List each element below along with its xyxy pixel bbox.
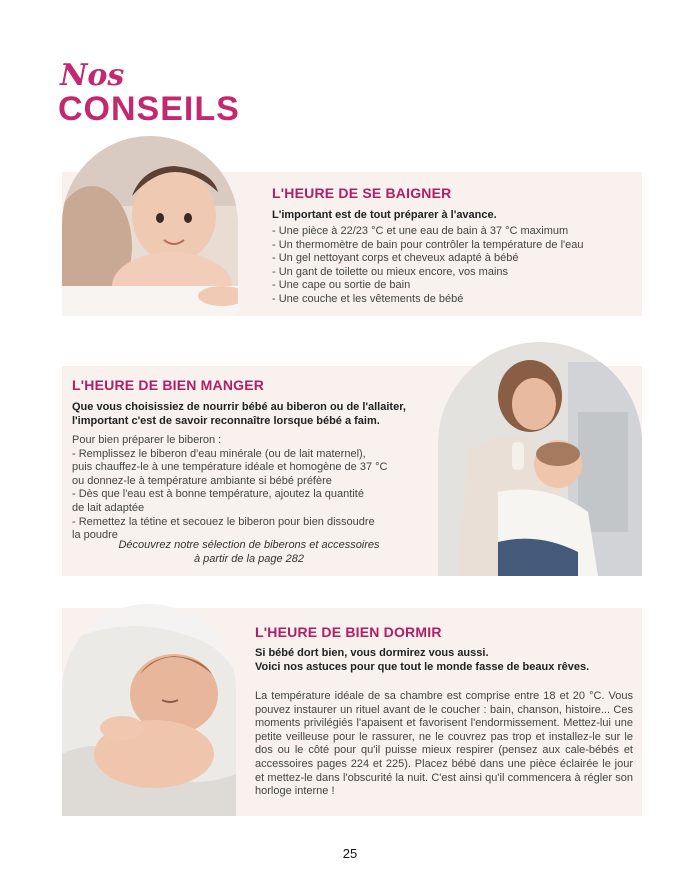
eat-instructions [72, 434, 387, 543]
sleep-photo [62, 604, 236, 816]
sleep-lead-line-1: Si bébé dort bien, vous dormirez vous aussi. [255, 647, 489, 659]
eat-lead-line-2: l'important c'est de savoir reconnaître lorsque bébé a faim. [72, 415, 380, 427]
page-number: 25 [342, 846, 358, 861]
text-line: - Remplissez le biberon d'eau minérale (ou de lait maternel), [72, 447, 366, 460]
bath-lead: L'important est de tout préparer à l'avance. [272, 209, 497, 221]
note-line-1: Découvrez notre sélection de biberons et accessoires [118, 539, 380, 551]
list-item: - Une couche et les vêtements de bébé [272, 292, 464, 305]
eat-lead [72, 400, 406, 428]
text-line: de lait adaptée [72, 501, 145, 514]
text-line: - Remettez la tétine et secouez le biberon pour bien dissoudre [72, 515, 375, 528]
list-item: - Un gel nettoyant corps et cheveux adapté à bébé [272, 252, 519, 265]
page-title: CONSEILS [58, 90, 240, 128]
list-item: - Une pièce à 22/23 °C et une eau de bain à 37 °C maximum [272, 225, 569, 237]
text-line: Pour bien préparer le biberon : [72, 434, 222, 446]
sleep-lead-line-2: Voici nos astuces pour que tout le monde fasse de beaux rêves. [255, 661, 590, 673]
text-line: - Dès que l'eau est à bonne température, ajoutez la quantité [72, 488, 364, 501]
eat-title: L'HEURE DE BIEN MANGER [72, 377, 265, 393]
sleep-title: L'HEURE DE BIEN DORMIR [255, 624, 442, 640]
text-line: la poudre [72, 529, 118, 542]
eat-catalog-note [72, 538, 426, 566]
list-item: - Un gant de toilette ou mieux encore, vos mains [272, 265, 509, 278]
note-line-2: à partir de la page 282 [193, 553, 305, 565]
list-item: - Une cape ou sortie de bain [272, 279, 411, 292]
sleep-paragraph: La température idéale de sa chambre est comprise entre 18 et 20 °C. Vous pouvez instaurer un rituel avant de le coucher : bain, chanson, histoire... Ces moments privilégiés l'apaisent et favorisent l'endormissement. Mettez-lui une petite veilleuse pour le rassurer, ne le couvrez pas trop et installez-le sur le dos ou le côté pour qu'il puisse mieux respirer (pensez aux cale-bébés et accessoires pages 224 et 225). Placez bébé dans une pièce éclairée le jour et mettez-le dans l'obscurité la nuit. C'est ainsi qu'il commencera à régler son horloge interne ! [255, 690, 633, 798]
text-line: ou donnez-le à température ambiante si bébé préfère [72, 474, 332, 487]
bath-list [272, 225, 584, 307]
text-line: puis chauffez-le à une température idéale et homogène de 37 °C [72, 461, 388, 474]
bath-title: L'HEURE DE SE BAIGNER [272, 185, 452, 201]
bath-photo [62, 136, 238, 316]
list-item: - Un thermomètre de bain pour contrôler la température de l'eau [272, 238, 584, 251]
title-nos: Nos [60, 58, 125, 93]
sleep-lead [255, 646, 589, 674]
eat-photo [438, 342, 642, 576]
eat-lead-line-1: Que vous choisissiez de nourrir bébé au biberon ou de l'allaiter, [72, 401, 406, 413]
